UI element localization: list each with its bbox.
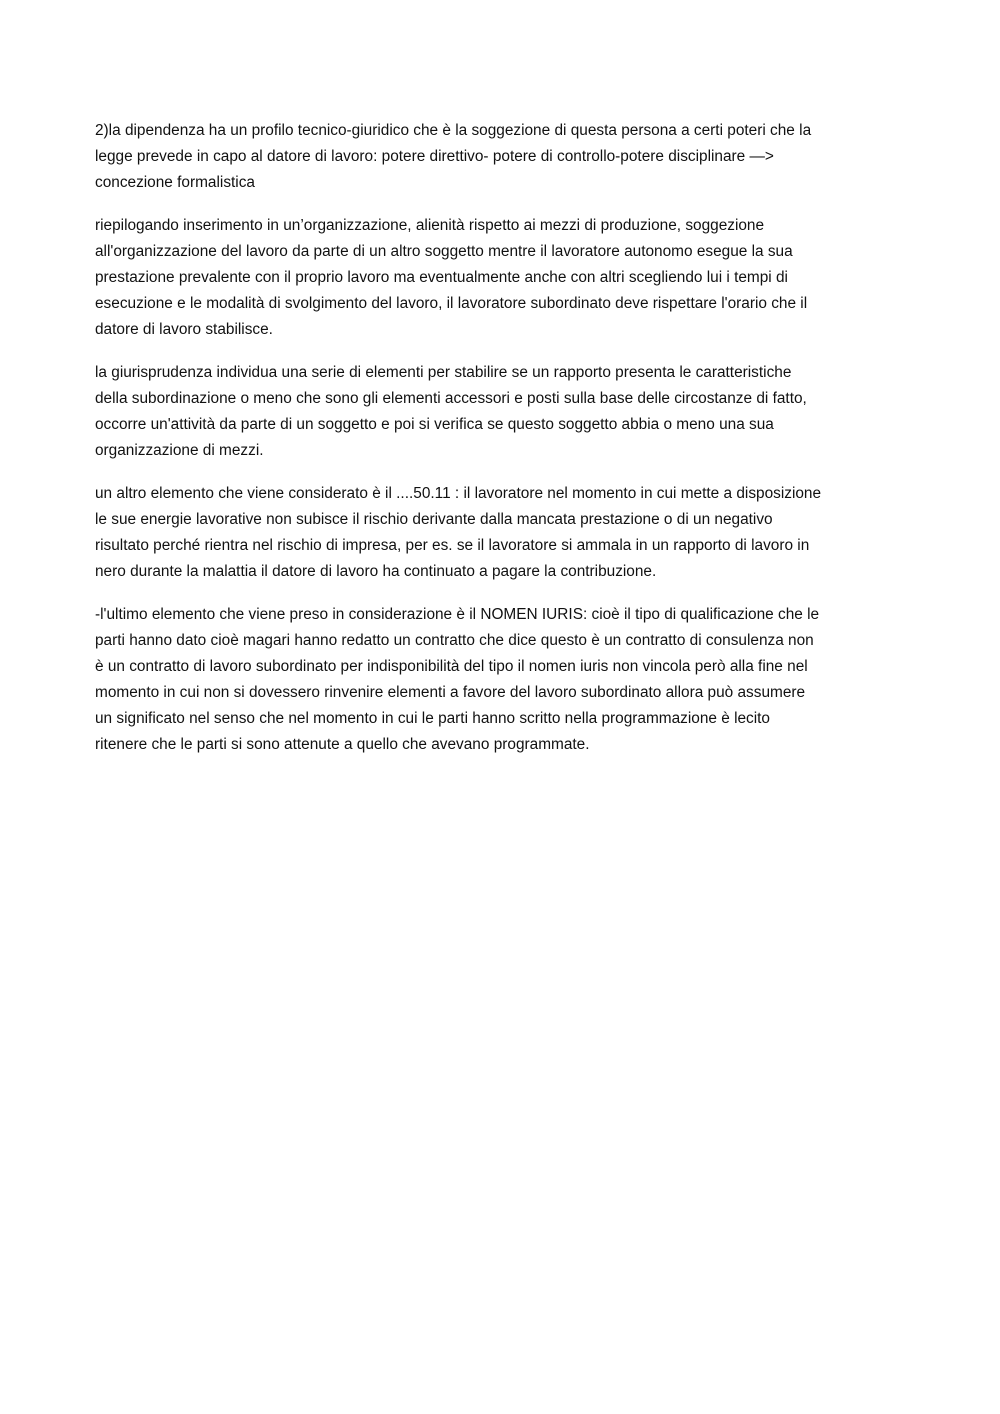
text-line: la giurisprudenza individua una serie di elementi per stabilire se un rapporto presenta le caratteristiche	[95, 364, 792, 381]
document-body	[95, 118, 905, 775]
text-line: riepilogando inserimento in un’organizzazione, alienità rispetto ai mezzi di produzione, soggezione	[95, 217, 765, 234]
paragraph-giurisprudenza	[95, 360, 905, 464]
text-line: un significato nel senso che nel momento in cui le parti hanno scritto nella programmazione è lecito	[95, 710, 770, 727]
paragraph-nomen-iuris	[95, 602, 905, 758]
text-line: organizzazione di mezzi.	[95, 442, 264, 459]
text-line: -l'ultimo elemento che viene preso in considerazione è il NOMEN IURIS: cioè il tipo di qualificazione che le	[95, 606, 820, 623]
text-line: della subordinazione o meno che sono gli elementi accessori e posti sulla base delle circostanze di fatto,	[95, 390, 807, 407]
text-line: ritenere che le parti si sono attenute a quello che avevano programmate.	[95, 736, 590, 753]
text-line: nero durante la malattia il datore di lavoro ha continuato a pagare la contribuzione.	[95, 563, 657, 580]
text-line: datore di lavoro stabilisce.	[95, 321, 273, 338]
text-line: è un contratto di lavoro subordinato per indisponibilità del tipo il nomen iuris non vincola però alla fine nel	[95, 658, 808, 675]
text-line: un altro elemento che viene considerato è il ....50.11 : il lavoratore nel momento in cui mette a disposizione	[95, 485, 822, 502]
text-line: le sue energie lavorative non subisce il rischio derivante dalla mancata prestazione o di un negativo	[95, 511, 773, 528]
paragraph-dipendenza	[95, 118, 905, 196]
text-line: occorre un'attività da parte di un soggetto e poi si verifica se questo soggetto abbia o meno una sua	[95, 416, 774, 433]
paragraph-riepilogando	[95, 213, 905, 343]
text-line: prestazione prevalente con il proprio lavoro ma eventualmente anche con altri scegliendo lui i tempi di	[95, 269, 788, 286]
paragraph-altro-elemento	[95, 481, 905, 585]
text-line: esecuzione e le modalità di svolgimento del lavoro, il lavoratore subordinato deve rispettare l'orario che il	[95, 295, 808, 312]
text-line: risultato perché rientra nel rischio di impresa, per es. se il lavoratore si ammala in un rapporto di lavoro in	[95, 537, 810, 554]
text-line: 2)la dipendenza ha un profilo tecnico-giuridico che è la soggezione di questa persona a certi poteri che la	[95, 122, 812, 139]
text-line: concezione formalistica	[95, 174, 255, 191]
text-line: parti hanno dato cioè magari hanno redatto un contratto che dice questo è un contratto di consulenza non	[95, 632, 814, 649]
text-line: momento in cui non si dovessero rinvenire elementi a favore del lavoro subordinato allora può assumere	[95, 684, 806, 701]
text-line: legge prevede in capo al datore di lavoro: potere direttivo- potere di controllo-potere disciplinare —>	[95, 148, 774, 165]
text-line: all'organizzazione del lavoro da parte di un altro soggetto mentre il lavoratore autonomo esegue la sua	[95, 243, 793, 260]
